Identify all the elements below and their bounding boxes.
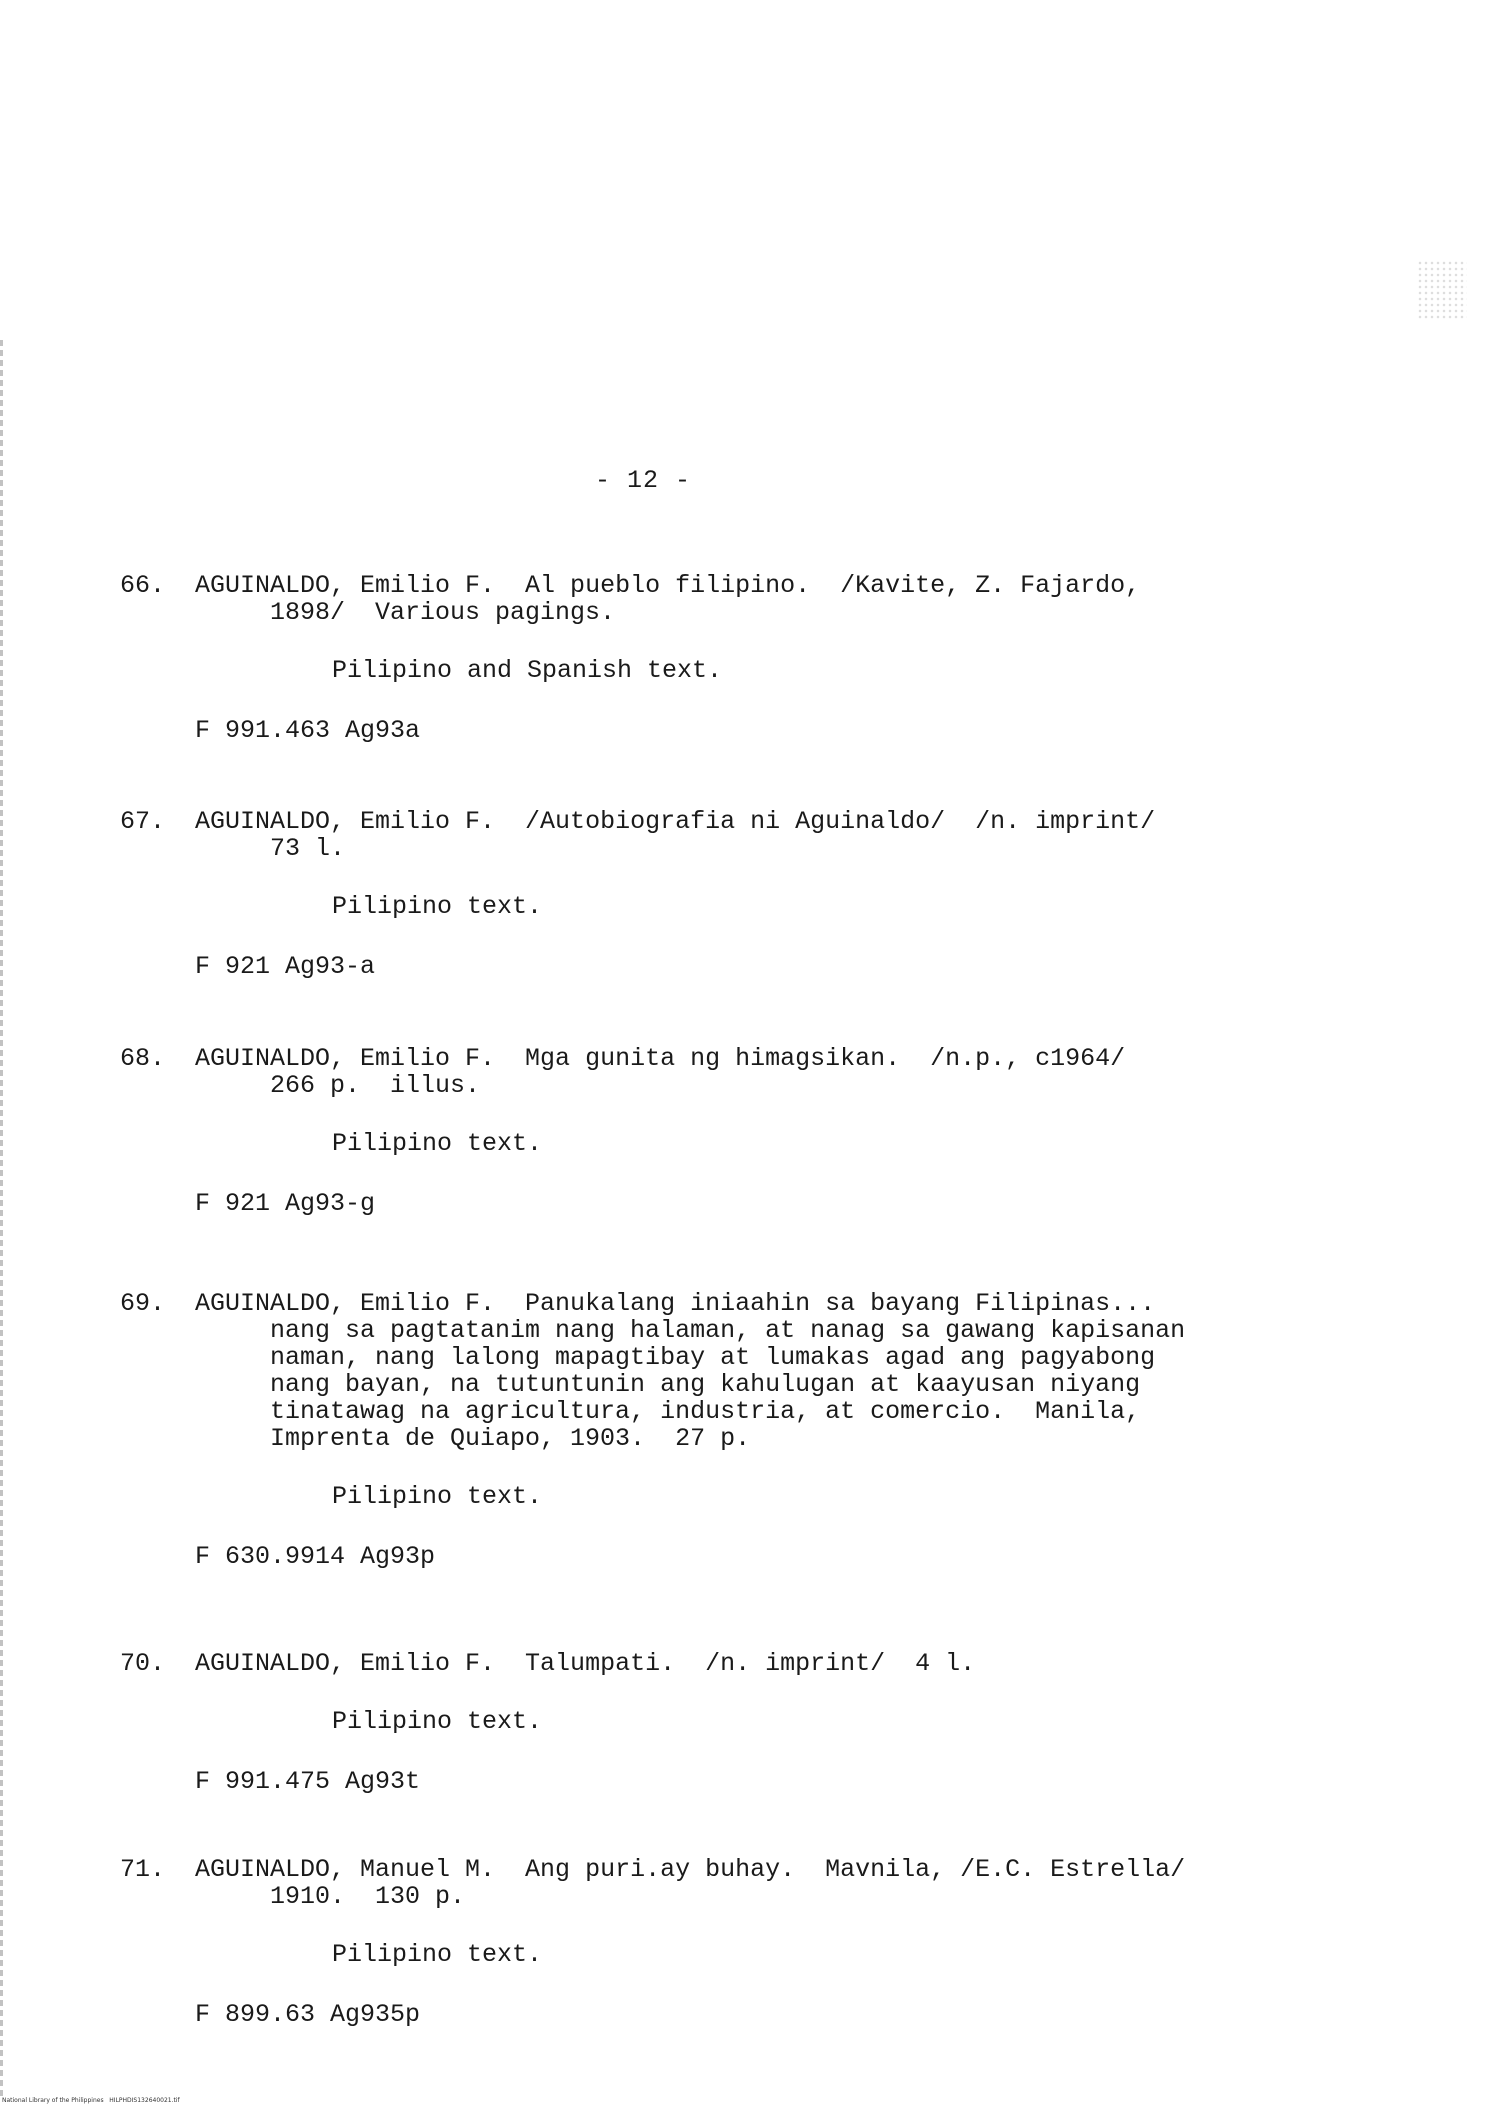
entry-number: 70. <box>120 1649 166 1678</box>
call-number: F 630.9914 Ag93p <box>195 1542 436 1571</box>
entry-number: 69. <box>120 1289 166 1318</box>
entry-note: Pilipino and Spanish text. <box>332 656 723 685</box>
entry-continuation: nang bayan, na tutuntunin ang kahulugan at kaayusan niyang <box>270 1370 1141 1399</box>
footer-credit: National Library of the Philippines HILPHDIS132640021.tif <box>2 2097 180 2104</box>
entry-number: 66. <box>120 571 166 600</box>
entry-heading: AGUINALDO, Emilio F. Al pueblo filipino. /Kavite, Z. Fajardo, <box>195 571 1141 600</box>
entry-continuation: 1910. 130 p. <box>270 1882 466 1911</box>
call-number: F 899.63 Ag935p <box>195 2000 421 2029</box>
entry-note: Pilipino text. <box>332 892 543 921</box>
entry-note: Pilipino text. <box>332 1940 543 1969</box>
entry-number: 67. <box>120 807 166 836</box>
entry-number: 68. <box>120 1044 166 1073</box>
entry-continuation: 1898/ Various pagings. <box>270 598 616 627</box>
entry-note: Pilipino text. <box>332 1129 543 1158</box>
entry-note: Pilipino text. <box>332 1482 543 1511</box>
page-number: - 12 - <box>595 466 692 495</box>
entry-number: 71. <box>120 1855 166 1884</box>
call-number: F 921 Ag93-g <box>195 1189 376 1218</box>
entry-heading: AGUINALDO, Emilio F. Talumpati. /n. imprint/ 4 l. <box>195 1649 976 1678</box>
entry-continuation: 266 p. illus. <box>270 1071 481 1100</box>
call-number: F 991.463 Ag93a <box>195 716 421 745</box>
entry-continuation: nang sa pagtatanim nang halaman, at nanag sa gawang kapisanan <box>270 1316 1186 1345</box>
scan-edge-marks <box>0 340 3 2100</box>
entry-continuation: 73 l. <box>270 834 346 863</box>
entry-continuation: naman, nang lalong mapagtibay at lumakas agad ang pagyabong <box>270 1343 1156 1372</box>
call-number: F 991.475 Ag93t <box>195 1767 421 1796</box>
entry-continuation: tinatawag na agricultura, industria, at comercio. Manila, <box>270 1397 1141 1426</box>
entry-heading: AGUINALDO, Emilio F. Mga gunita ng himagsikan. /n.p., c1964/ <box>195 1044 1126 1073</box>
entry-heading: AGUINALDO, Emilio F. Panukalang iniaahin sa bayang Filipinas... <box>195 1289 1156 1318</box>
scan-noise <box>1417 260 1467 320</box>
entry-heading: AGUINALDO, Manuel M. Ang puri.ay buhay. Mavnila, /E.C. Estrella/ <box>195 1855 1186 1884</box>
entry-continuation: Imprenta de Quiapo, 1903. 27 p. <box>270 1424 751 1453</box>
entry-note: Pilipino text. <box>332 1707 543 1736</box>
entry-heading: AGUINALDO, Emilio F. /Autobiografia ni Aguinaldo/ /n. imprint/ <box>195 807 1156 836</box>
call-number: F 921 Ag93-a <box>195 952 376 981</box>
